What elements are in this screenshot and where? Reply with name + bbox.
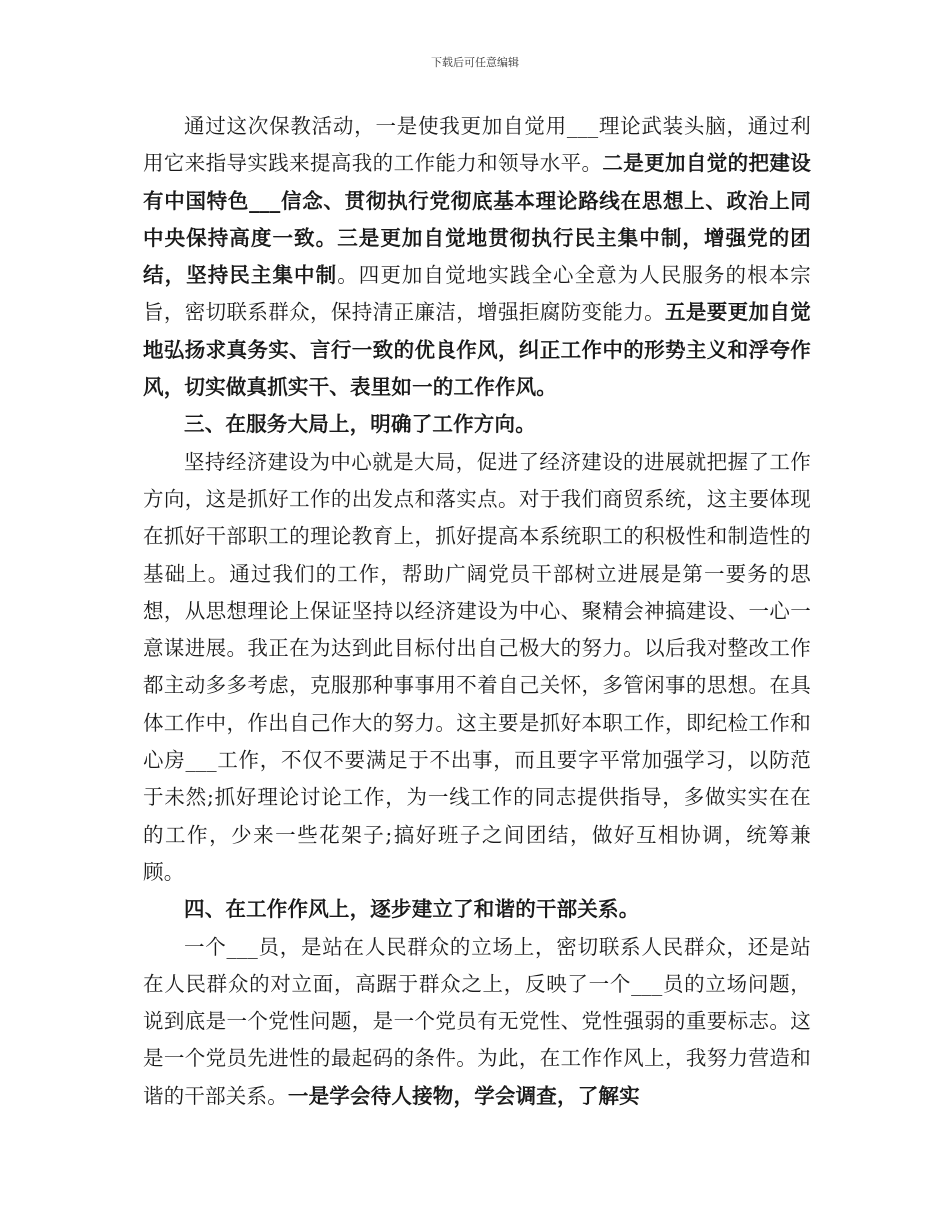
section-heading-4: [143, 891, 811, 928]
bold-text-segment: 一是学会待人接物，学会调查，了解实: [287, 1083, 640, 1108]
text-segment: 一个___员，是站在人民群众的立场上，密切联系人民群众，还是站在人民群众的对立面，高踞于群众之上，反映了一个___员的立场问题，说到底是一个党性问题，是一个党员有无党性、党性强弱的重要标志。这是一个党员先进性的最起码的条件。为此，在工作作风上，我努力营造和谐的干部关系。: [143, 934, 811, 1108]
text-segment: 通过这次保教活动，一是使我更加自觉用___理论武装头脑，通过利用它来指导实践来提高我的工作能力和领导水平。: [143, 114, 811, 176]
paragraph-work-direction: [143, 444, 811, 892]
bold-text-segment: 二是更加自觉的把建设有中国特色___信念、贯彻执行党彻底基本理论路线在思想上、政治上同中央保持高度一致。三是更加自觉地贯彻执行民主集中制，增强党的团结，坚持民主集中制: [143, 151, 811, 288]
paragraph-work-style: [143, 929, 811, 1115]
document-body: [143, 108, 811, 1115]
paragraph-self-review: [143, 108, 811, 406]
page-header: 下载后可任意编辑: [431, 56, 519, 69]
text-segment: 。四更加自觉地实践全心全意为人民服务的根本宗旨，密切联系群众，保持清正廉洁，增强拒腐防变能力。: [143, 263, 811, 325]
bold-text-segment: 五是要更加自觉地弘扬求真务实、言行一致的优良作风，纠正工作中的形势主义和浮夸作风，切实做真抓实干、表里如一的工作作风。: [143, 300, 811, 400]
heading-text: 四、在工作作风上，逐步建立了和谐的干部关系。: [184, 897, 640, 922]
heading-text: 三、在服务大局上，明确了工作方向。: [184, 412, 536, 437]
text-segment: 坚持经济建设为中心就是大局，促进了经济建设的进展就把握了工作方向，这是抓好工作的出发点和落实点。对于我们商贸系统，这主要体现在抓好干部职工的理论教育上，抓好提高本系统职工的积极性和制造性的基础上。通过我们的工作，帮助广阔党员干部树立进展是第一要务的思想，从思想理论上保证坚持以经济建设为中心、聚精会神搞建设、一心一意谋进展。我正在为达到此目标付出自己极大的努力。以后我对整改工作都主动多多考虑，克服那种事事用不着自己关怀，多管闲事的思想。在具体工作中，作出自己作大的努力。这主要是抓好本职工作，即纪检工作和心房___工作，不仅不要满足于不出事，而且要字平常加强学习，以防范于未然;抓好理论讨论工作，为一线工作的同志提供指导，多做实实在在的工作，少来一些花架子;搞好班子之间团结，做好互相协调，统筹兼顾。: [143, 449, 811, 884]
section-heading-3: [143, 406, 811, 443]
